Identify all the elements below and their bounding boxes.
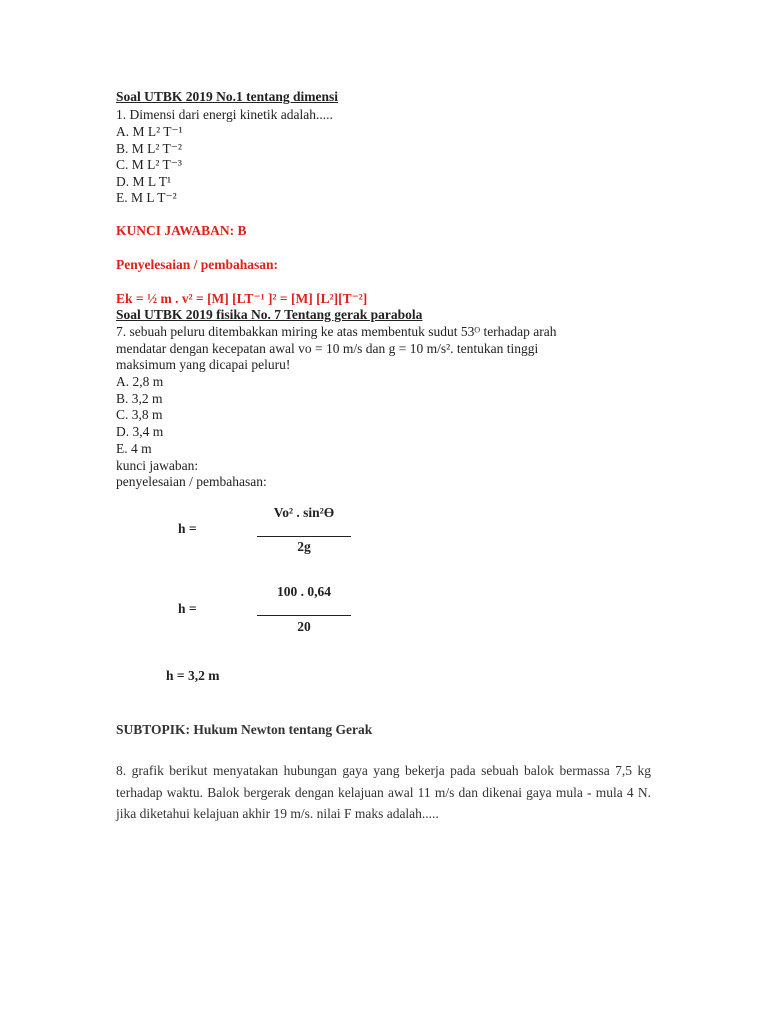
eq1-lhs: h = <box>178 521 197 536</box>
eq2-numerator: 100 . 0,64 <box>277 584 331 599</box>
eq-result: h = 3,2 m <box>166 668 220 683</box>
eq2-lhs: h = <box>178 601 197 616</box>
answer-key-7: kunci jawaban: <box>116 458 199 473</box>
option-a: A. M L² T⁻¹ <box>116 124 183 139</box>
eq1-numerator: Vo² . sin²Ө <box>273 505 335 520</box>
eq1-denominator: 2g <box>297 539 311 554</box>
question-7-line-2: mendatar dengan kecepatan awal vo = 10 m/s dan g = 10 m/s². tentukan tinggi <box>116 341 539 356</box>
solution-label-7: penyelesaian / pembahasan: <box>116 474 267 489</box>
option-c: C. 3,8 m <box>116 407 163 422</box>
eq2-fraction-bar <box>257 615 351 616</box>
answer-key-1: KUNCI JAWABAN: B <box>116 223 247 238</box>
section1-title: Soal UTBK 2019 No.1 tentang dimensi <box>116 89 339 104</box>
question-7-line-3: maksimum yang dicapai peluru! <box>116 357 291 372</box>
option-e: E. 4 m <box>116 441 152 456</box>
option-b: B. M L² T⁻² <box>116 141 182 156</box>
solution-label-1: Penyelesaian / pembahasan: <box>116 257 279 272</box>
subtopic-heading: SUBTOPIK: Hukum Newton tentang Gerak <box>116 722 373 737</box>
option-d: D. M L T¹ <box>116 174 172 189</box>
question-7-line-1: 7. sebuah peluru ditembakkan miring ke atas membentuk sudut 53ᴼ terhadap arah <box>116 324 557 339</box>
question-1: 1. Dimensi dari energi kinetik adalah..... <box>116 107 333 122</box>
option-e: E. M L T⁻² <box>116 190 177 205</box>
eq1-fraction-bar <box>257 536 351 537</box>
section2-title: Soal UTBK 2019 fisika No. 7 Tentang gerak parabola <box>116 307 423 322</box>
question-8: 8. grafik berikut menyatakan hubungan gaya yang bekerja pada sebuah balok bermassa 7,5 kg terhadap waktu. Balok bergerak dengan kelajuan awal 11 m/s dan dikenai gaya mula - mula 4 N. jika diketahui kelajuan akhir 19 m/s. nilai F maks adalah..... <box>116 763 651 821</box>
option-d: D. 3,4 m <box>116 424 164 439</box>
option-b: B. 3,2 m <box>116 391 163 406</box>
kinetic-energy-formula: Ek = ½ m . v² = [M] [LT⁻¹ ]² = [M] [L²][T⁻²] <box>116 291 368 306</box>
option-a: A. 2,8 m <box>116 374 164 389</box>
eq2-denominator: 20 <box>297 619 311 634</box>
option-c: C. M L² T⁻³ <box>116 157 182 172</box>
